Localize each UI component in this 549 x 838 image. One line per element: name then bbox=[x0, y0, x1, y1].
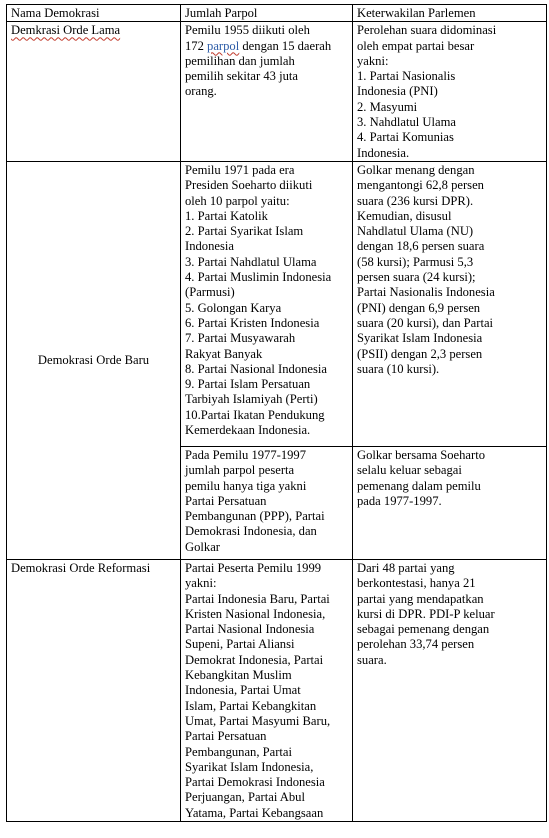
text-line: suara (236 kursi DPR). bbox=[357, 193, 474, 208]
text-line: orang. bbox=[185, 84, 217, 99]
text-line: 3. Partai Nahdlatul Ulama bbox=[185, 254, 317, 269]
text-line: Partai Persatuan bbox=[185, 729, 267, 744]
text-line: pemenang dalam pemilu bbox=[357, 478, 481, 493]
cell-parlemen bbox=[353, 559, 547, 821]
text-line: yakni: bbox=[185, 576, 217, 591]
text-line: selalu keluar sebagai bbox=[357, 463, 462, 478]
header-keterwakilan-parlemen: Keterwakilan Parlemen bbox=[353, 5, 547, 22]
table-row bbox=[7, 161, 547, 446]
text-line: 2. Partai Syarikat Islam bbox=[185, 224, 304, 239]
cell-parlemen bbox=[353, 161, 547, 446]
text-line: 3. Nahdlatul Ulama bbox=[357, 115, 456, 130]
text-line: (Parmusi) bbox=[185, 285, 235, 300]
text-line: Partai Persatuan bbox=[185, 493, 267, 508]
text-line: (PNI) dengan 6,9 persen bbox=[357, 300, 481, 315]
text-line: Tarbiyah Islamiyah (Perti) bbox=[185, 392, 318, 407]
cell-parlemen bbox=[353, 446, 547, 559]
text-line: berkontestasi, hanya 21 bbox=[357, 576, 476, 591]
cell-parpol bbox=[181, 446, 353, 559]
text-line: Islam, Partai Kebangkitan bbox=[185, 698, 317, 713]
text-line: Golkar bersama Soeharto bbox=[357, 447, 485, 462]
text-line: Rakyat Banyak bbox=[185, 346, 263, 361]
text-line: persen suara (24 kursi); bbox=[357, 270, 476, 285]
cell-nama bbox=[7, 559, 181, 821]
text-line: Pembangunan, Partai bbox=[185, 744, 293, 759]
text-line: pada 1977-1997. bbox=[357, 493, 442, 508]
header-jumlah-parpol: Jumlah Parpol bbox=[181, 5, 353, 22]
text-line: Umat, Partai Masyumi Baru, bbox=[185, 713, 331, 728]
text-line: Demokrasi Indonesia, dan bbox=[185, 524, 317, 539]
text-line: kursi di DPR. PDI-P keluar bbox=[357, 606, 495, 621]
text-line: pemilihan dan jumlah bbox=[185, 53, 295, 68]
text-line: Supeni, Partai Aliansi bbox=[185, 637, 295, 652]
text-line: 4. Partai Muslimin Indonesia bbox=[185, 270, 332, 285]
cell-nama bbox=[7, 161, 181, 559]
text-line: Partai Demokrasi Indonesia bbox=[185, 775, 325, 790]
text-line: 6. Partai Kristen Indonesia bbox=[185, 315, 320, 330]
table-row bbox=[7, 22, 547, 162]
text-line: Indonesia. bbox=[357, 145, 410, 160]
text-line: yakni: bbox=[357, 53, 389, 68]
text-line: Pemilu 1971 pada era bbox=[185, 162, 295, 177]
text-line: Kemudian, disusul bbox=[357, 208, 452, 223]
text-line bbox=[185, 39, 349, 54]
text-line: suara (20 kursi), dan Partai bbox=[357, 315, 494, 330]
text-line: suara. bbox=[357, 652, 387, 667]
cell-nama bbox=[7, 22, 181, 162]
cell-parlemen bbox=[353, 22, 547, 162]
text-line: oleh 10 parpol yaitu: bbox=[185, 193, 290, 208]
text-line: Demokrat Indonesia, Partai bbox=[185, 652, 324, 667]
text-line: 7. Partai Musyawarah bbox=[185, 331, 296, 346]
text-line: Golkar bbox=[185, 539, 220, 554]
text-line: Dari 48 partai yang bbox=[357, 560, 455, 575]
text-line: 10.Partai Ikatan Pendukung bbox=[185, 407, 325, 422]
text-line: Partai Peserta Pemilu 1999 bbox=[185, 560, 322, 575]
text-line: 1. Partai Nasionalis bbox=[357, 69, 456, 84]
cell-parpol bbox=[181, 22, 353, 162]
text-line: Indonesia bbox=[185, 239, 234, 254]
cell-parpol bbox=[181, 161, 353, 446]
header-nama-demokrasi: Nama Demokrasi bbox=[7, 5, 181, 22]
text-line: Pemilu 1955 diikuti oleh bbox=[185, 23, 310, 38]
text-line: Presiden Soeharto diikuti bbox=[185, 178, 313, 193]
text-line: Indonesia, Partai Umat bbox=[185, 683, 301, 698]
text-line: Syarikat Islam Indonesia bbox=[357, 331, 483, 346]
text-line: (58 kursi); Parmusi 5,3 bbox=[357, 254, 474, 269]
text-line: perolehan 33,74 persen bbox=[357, 637, 475, 652]
text-line: (PSII) dengan 2,3 persen bbox=[357, 346, 483, 361]
demokrasi-table bbox=[6, 4, 547, 822]
table-header-row bbox=[7, 5, 547, 22]
cell-parpol bbox=[181, 559, 353, 821]
text-line: Pada Pemilu 1977-1997 bbox=[185, 447, 307, 462]
text-line: pemilih sekitar 43 juta bbox=[185, 69, 298, 84]
text-line: Golkar menang dengan bbox=[357, 162, 475, 177]
text-line: 8. Partai Nasional Indonesia bbox=[185, 361, 327, 376]
parpol-link[interactable]: parpol bbox=[207, 38, 240, 53]
row-name: Demokrasi Orde Baru bbox=[37, 353, 150, 368]
text-line: Perolehan suara didominasi bbox=[357, 23, 497, 38]
text-line: Partai Nasionalis Indonesia bbox=[357, 285, 495, 300]
row-name: Demokrasi Orde Reformasi bbox=[11, 560, 151, 575]
text-line: Partai Indonesia Baru, Partai bbox=[185, 591, 330, 606]
text-line: Kemerdekaan Indonesia. bbox=[185, 423, 311, 438]
text-line: Nahdlatul Ulama (NU) bbox=[357, 224, 474, 239]
text-line: oleh empat partai besar bbox=[357, 38, 475, 53]
text-line: pemilu hanya tiga yakni bbox=[185, 478, 307, 493]
text-line: Syarikat Islam Indonesia, bbox=[185, 759, 314, 774]
text-line: Kristen Nasional Indonesia, bbox=[185, 606, 326, 621]
text-line: 9. Partai Islam Persatuan bbox=[185, 377, 311, 392]
text-line: Partai Nasional Indonesia bbox=[185, 622, 315, 637]
text-line: 2. Masyumi bbox=[357, 99, 418, 114]
text-line: sebagai pemenang dengan bbox=[357, 622, 490, 637]
text-line: Yatama, Partai Kebangsaan bbox=[185, 805, 324, 820]
text-line: 5. Golongan Karya bbox=[185, 300, 282, 315]
text-fragment: dengan 15 daerah bbox=[239, 38, 332, 53]
text-line: mengantongi 62,8 persen bbox=[357, 178, 484, 193]
text-line: Perjuangan, Partai Abul bbox=[185, 790, 305, 805]
text-line: suara (10 kursi). bbox=[357, 361, 440, 376]
text-line: jumlah parpol peserta bbox=[185, 463, 295, 478]
text-line: 1. Partai Katolik bbox=[185, 208, 268, 223]
text-line: dengan 18,6 persen suara bbox=[357, 239, 485, 254]
text-fragment: 172 bbox=[185, 38, 208, 53]
text-line: Indonesia (PNI) bbox=[357, 84, 438, 99]
text-line: Pembangunan (PPP), Partai bbox=[185, 509, 325, 524]
row-name: Demkrasi Orde Lama bbox=[11, 23, 121, 38]
text-line: partai yang mendapatkan bbox=[357, 591, 484, 606]
table-row bbox=[7, 559, 547, 821]
text-line: Kebangkitan Muslim bbox=[185, 668, 292, 683]
text-line: 4. Partai Komunias bbox=[357, 130, 454, 145]
